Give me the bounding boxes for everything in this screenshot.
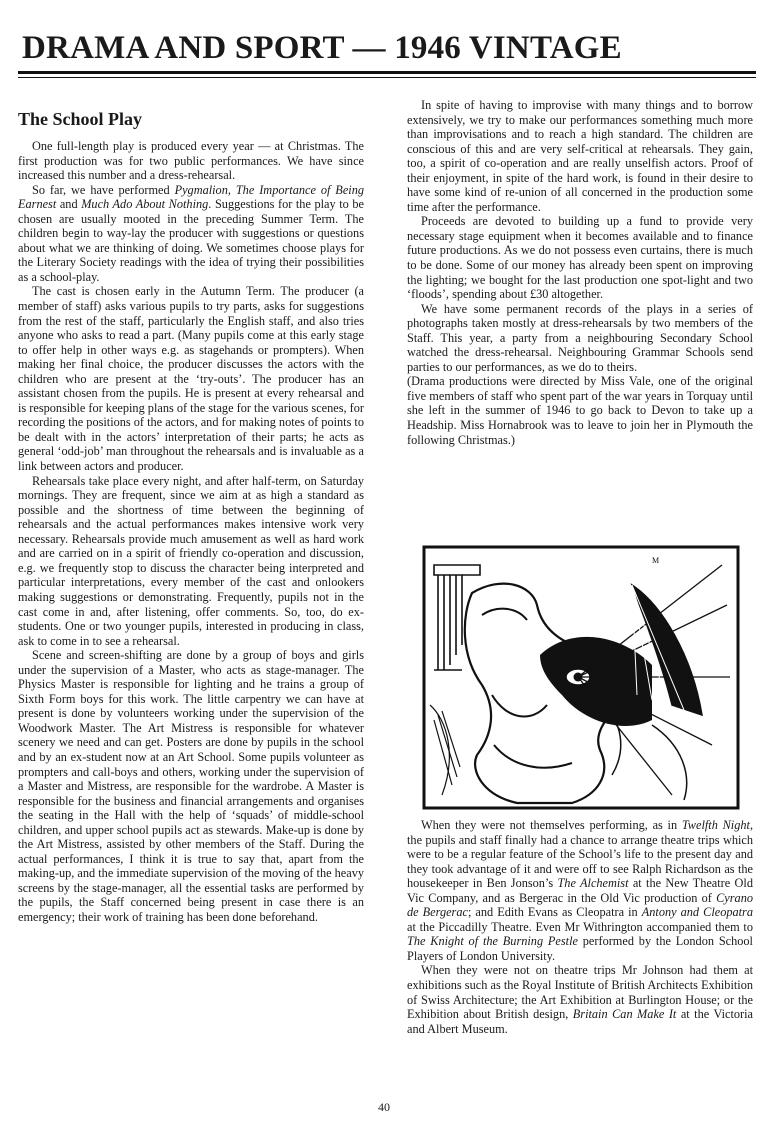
right-column-body: [407, 98, 753, 374]
text-run: When they were not themselves performing, as in: [421, 818, 682, 832]
italic-title: The Alchemist: [557, 876, 629, 891]
text-run: performed by the London School Players of London University.: [407, 934, 753, 963]
text-run: One full-length play is produced every year — at Christmas. The first production was for two public performances. We have since increased this number and a dress-rehearsal.: [18, 139, 364, 183]
italic-title: Twelfth Night: [681, 818, 750, 832]
text-run: Proceeds are devoted to building up a fund to provide very necessary stage equipment when it becomes available and to finance future productions. As we do not possess even curtains, there is much to be done. Some of our money has already been spent on improving the lighting; we bought for the last production one spot-light and two ‘floods’, spending about £30 altogether.: [407, 214, 753, 302]
text-run: at the Piccadilly Theatre. Even Mr Withrington accompanied them to: [407, 919, 753, 934]
paragraph: [407, 214, 753, 301]
text-run: ; and Edith Evans as Cleopatra in: [467, 905, 642, 920]
drama-illustration: [422, 545, 740, 810]
title-rule-thin: [18, 77, 756, 78]
title-rule-thick: [18, 71, 756, 74]
text-run: So far, we have performed: [32, 182, 175, 197]
text-run: . Suggestions for the play to be chosen are usually mooted in the preceding Summer Term. The children begin to way-lay the producer with suggestions or questions about what we are thinking of doing. We sometimes choose plays for the Literary Society readings with the idea of trying their possibilities as a school-play.: [18, 197, 364, 284]
text-run: Scene and screen-shifting are done by a group of boys and girls under the supervision of a Master, who acts as stage-manager. The Physics Master is responsible for lighting and he trains a group of Sixth Form boys for this work. The little carpentry we can have at present is done by volunteers working under the supervision of the Woodwork Master. The Art Mistress is responsible for whatever scenery we need and can get. Posters are done by pupils in the school and by an ex-student now at an Art School. Some pupils volunteer as prompters and call-boys and others, working under the supervision of a Master and Mistress, are responsible for the wardrobe. A Master is responsible for the business and financial arrangements and organises the seating in the Hall with the help of ‘squads’ of middle-school children, and upper school pupils act as stewards. Make-up is done by the Art Mistress, assisted by other members of the Staff. During the actual performances, I think it is true to say that, apart from the making-up, and the immediate supervision of the moving of the heavy screens by the stage-manager, all the essential tasks are performed by the pupils, the Staff concerned being present in case there is an emergency; their work of training has been done beforehand.: [18, 648, 364, 924]
text-run: at the New Theatre Old Vic Company, and as Bergerac in the Old Vic production of: [407, 876, 753, 905]
italic-title: Britain Can Make It: [572, 1007, 677, 1022]
text-run: Rehearsals take place every night, and after half-term, on Saturday mornings. They are frequent, since we aim at as high a standard as possible and the shortness of time between the beginning of rehearsals and the actual performances makes intensive work very necessary. Rehearsals provide much amusement as well as hard work and are carried on in a spirit of friendly co-operation and discussion, e.g. we frequently stop to discuss the character being interpreted and particular interpretations, every member of the cast and onlookers making suggestions or demonstrating. Frequently, pupils not in the cast come in and, after listening, offer comments. So, too, do ex-students. One or two younger pupils, interested in producing in class, ask to come in to see a rehearsal.: [18, 473, 364, 648]
paragraph: [407, 963, 753, 1036]
text-run: We have some permanent records of the plays in a series of photographs taken mostly at dress-rehearsals by two members of the Staff. This year, a party from a neighbouring Secondary School watched the dress-rehearsal. Neighbouring Grammar Schools send parties to our performances, as we do to theirs.: [407, 301, 753, 374]
text-run: When they were not on theatre trips Mr Johnson had them at exhibitions such as the Royal Institute of British Architects Exhibition of Swiss Architecture; the Art Exhibition at Burlington House; or the Exhibition about British design,: [407, 963, 753, 1022]
page-title: DRAMA AND SPORT — 1946 VINTAGE: [22, 30, 622, 66]
italic-title: Antony and Cleopatra: [641, 905, 753, 920]
paragraph: [18, 183, 364, 285]
left-column-body: [18, 139, 364, 925]
right-column: [407, 98, 753, 447]
text-run: at the Victoria and Albert Museum.: [407, 1007, 753, 1036]
paragraph: [18, 284, 364, 473]
staff-note: (Drama productions were directed by Miss Vale, one of the original five members of staff who spent part of the war years in Torquay until she left in the summer of 1946 to go back to Devon to take up a Headship. Miss Hornabrook was to leave to join her in Plymouth the following Christmas.): [407, 374, 753, 447]
illustration-signature: M: [652, 556, 660, 565]
italic-title: Pygmalion, The Importance of Being Earnest: [18, 182, 364, 212]
paragraph: [407, 98, 753, 214]
section-heading: The School Play: [18, 109, 143, 129]
right-column-bottom: [407, 818, 753, 1036]
paragraph: [18, 139, 364, 183]
paragraph: [18, 474, 364, 649]
text-run: and: [56, 197, 82, 212]
italic-title: Cyrano de Bergerac: [407, 890, 753, 920]
italic-title: The Knight of the Burning Pestle: [407, 934, 578, 949]
paragraph: [407, 302, 753, 375]
text-run: , the pupils and staff finally had a chance to arrange theatre trips which were to be a regular feature of the School’s life to the present day and they took advantage of it and were off to see Ralph Richardson as the housekeeper in Ben Jonson’s: [407, 818, 754, 891]
text-run: The cast is chosen early in the Autumn Term. The producer (a member of staff) asks various pupils to try parts, asks for suggestions from the rest of the staff, particularly the English staff, and also tries anyone who asks to read a part. (Many pupils come at this early stage to offer help in other ways e.g. as stagehands or prompters). When making her final choice, the producer discusses the actors with the children who are present at the ‘try-outs’. The producer has an assistant chosen from the pupils. He is present at every rehearsal and is responsible for keeping plans of the stage for the various scenes, for recording the positions of the actors, and for making notes of points to be dealt with in the actors’ interpretation of their parts; he acts as general ‘odd-job’ man throughout the rehearsals and is invaluable as a link between actors and producer.: [18, 284, 364, 474]
paragraph: [407, 818, 753, 963]
italic-title: Much Ado About Nothing: [81, 197, 209, 212]
text-run: In spite of having to improvise with many things and to borrow extensively, we try to make our performances something much more than improvisations and to reach a high standard. The children are conscious of this and are very self-critical at rehearsals. They gain, too, a spirit of co-operation and are really unselfish actors. Proof of their enjoyment, in spite of the hard work, is found in their desire to have some kind of re-union of all concerned in the production some time after the performance.: [407, 98, 753, 214]
left-column: [18, 98, 364, 925]
paragraph: [18, 648, 364, 924]
page-number: 40: [378, 1100, 390, 1114]
